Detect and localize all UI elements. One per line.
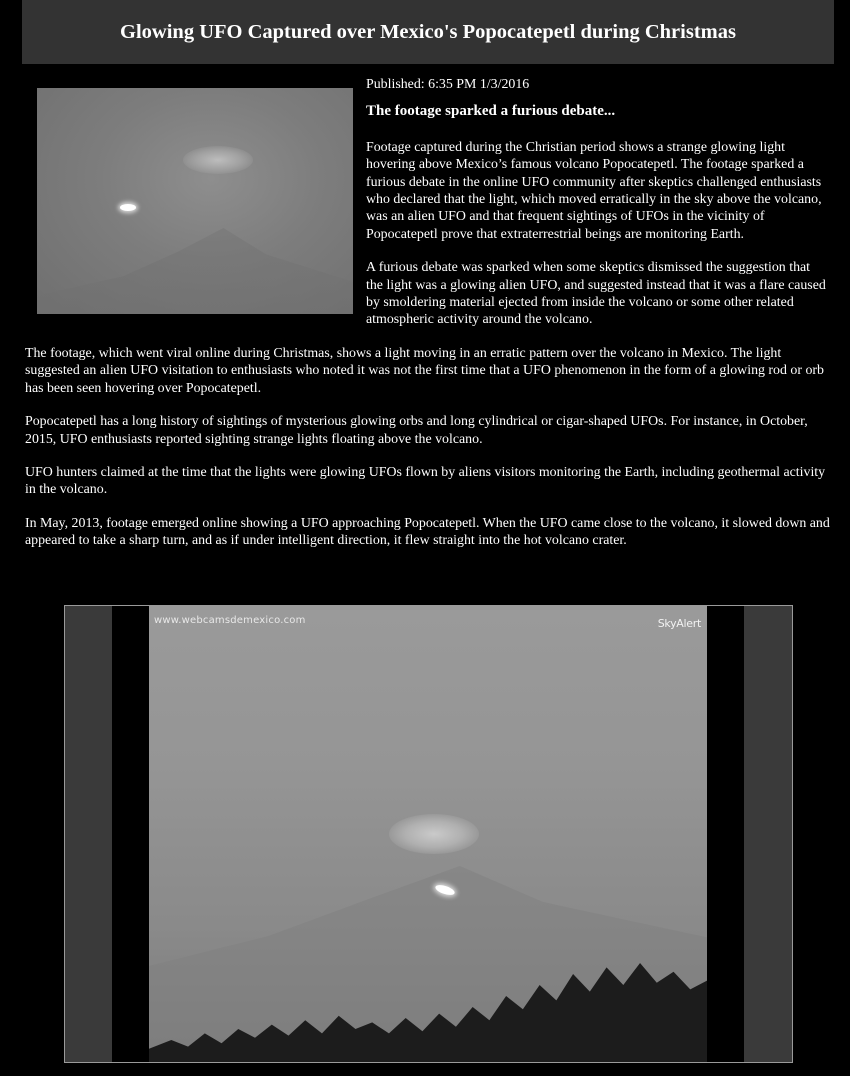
article-lead: The footage sparked a furious debate... bbox=[366, 103, 616, 120]
article-paragraph-1: Footage captured during the Christian period shows a strange glowing light hovering above Mexico’s famous volcano Popocatepetl. The footage sparked a furious debate in the online UFO community after skeptics challenged enthusiasts who declared that the light, which moved erratically in the sky above the volcano, was an alien UFO and that frequent sightings of UFOs in the vicinity of Popocatepetl prove that extraterrestrial beings are monitoring Earth. bbox=[366, 139, 822, 242]
thumbnail-glowing-orb bbox=[120, 204, 136, 211]
video-volcano-plume bbox=[389, 814, 479, 854]
video-letterbox-left bbox=[112, 606, 149, 1062]
ufo-thumbnail-image bbox=[37, 88, 353, 314]
video-letterbox-right bbox=[707, 606, 744, 1062]
title-bar bbox=[22, 0, 834, 64]
article-paragraph-3: The footage, which went viral online during Christmas, shows a light moving in an erratic pattern over the volcano in Mexico. The light suggested an alien UFO visitation to enthusiasts who noted it was not the first time that a UFO phenomenon in the form of a glowing rod or orb has been seen hovering over Popocatepetl. bbox=[25, 345, 824, 396]
published-date: Published: 6:35 PM 1/3/2016 bbox=[366, 77, 530, 92]
article-paragraph-4: Popocatepetl has a long history of sightings of mysterious glowing orbs and long cylindrical or cigar-shaped UFOs. For instance, in October, 2015, UFO enthusiasts reported sighting strange lights floating above the volcano. bbox=[25, 414, 808, 447]
video-watermark-logo: SkyAlert bbox=[657, 617, 701, 630]
article-paragraph-6: In May, 2013, footage emerged online showing a UFO approaching Popocatepetl. When the UFO came close to the volcano, it slowed down and appeared to take a sharp turn, and as if under intelligent direction, it flew straight into the hot volcano crater. bbox=[25, 515, 830, 549]
thumbnail-volcano-plume bbox=[183, 146, 253, 174]
video-still-image bbox=[149, 606, 707, 1062]
article-paragraph-5: UFO hunters claimed at the time that the lights were glowing UFOs flown by aliens visitors monitoring the Earth, including geothermal activity in the volcano. bbox=[25, 464, 826, 498]
article-title: Glowing UFO Captured over Mexico's Popocatepetl during Christmas bbox=[120, 20, 736, 43]
article-body bbox=[25, 76, 830, 566]
thumbnail-volcano-silhouette bbox=[37, 228, 353, 314]
article-paragraph-2: A furious debate was sparked when some skeptics dismissed the suggestion that the light was a glowing alien UFO, and suggested instead that it was a flare caused by smoldering material ejected from inside the volcano or some other related atmospheric activity around the volcano. bbox=[366, 260, 826, 328]
ufo-video-frame[interactable] bbox=[64, 605, 793, 1063]
video-watermark-url: www.webcamsdemexico.com bbox=[154, 615, 306, 626]
